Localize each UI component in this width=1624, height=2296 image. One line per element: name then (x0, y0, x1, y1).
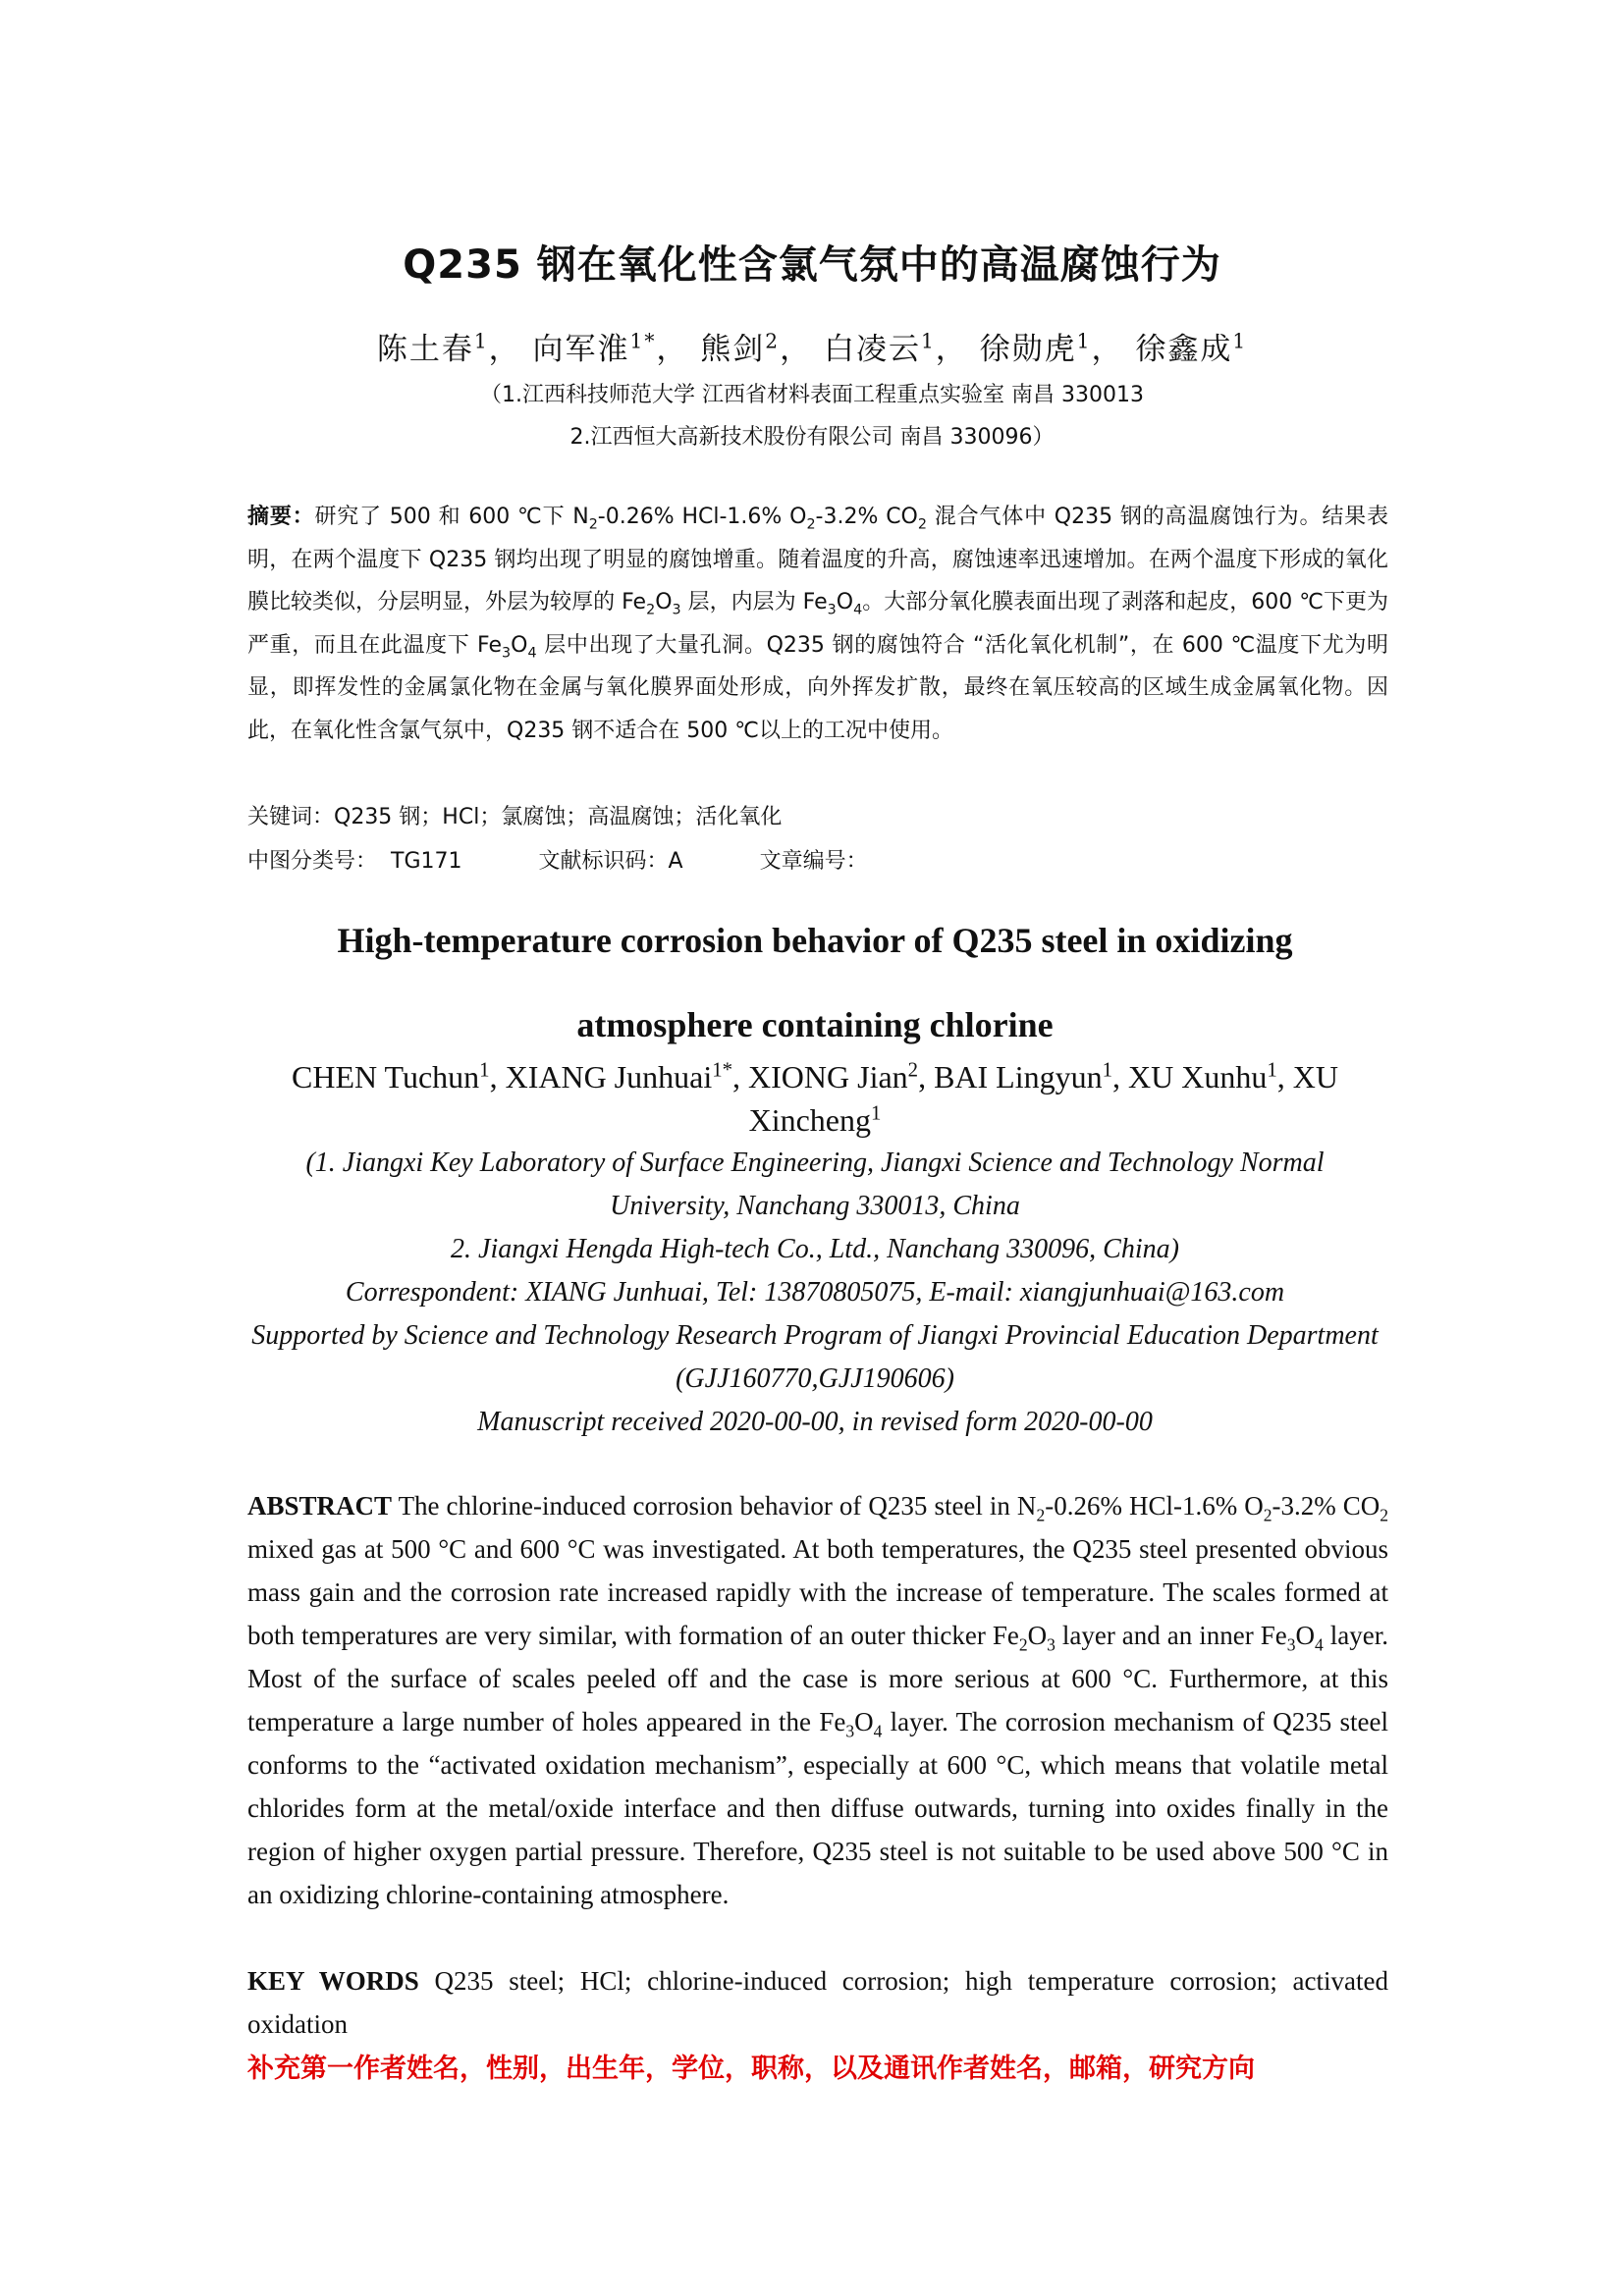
chinese-abstract (247, 496, 1388, 752)
author-name: XIANG Junhuai (505, 1059, 713, 1095)
subscript: 3 (827, 602, 837, 618)
author-mark: 1 (920, 329, 936, 353)
doc-label: 文献标识码： (538, 849, 669, 874)
author-name: 白凌云 (823, 332, 921, 367)
subscript: 2 (646, 602, 656, 618)
abstract-text: -3.2% CO (1272, 1491, 1380, 1521)
author-name: CHEN Tuchun (292, 1059, 480, 1095)
author-name: 熊剑 (700, 332, 766, 367)
chinese-classification (247, 844, 1388, 875)
correspondent-info: Correspondent: XIANG Junhuai, Tel: 13870805075, E-mail: xiangjunhuai@163.com (345, 1277, 1285, 1308)
subscript: 3 (672, 602, 681, 618)
author-mark: 1 (473, 329, 489, 353)
author-name: XU Xincheng (748, 1059, 1338, 1138)
abstract-text: 研究了 500 和 600 ℃下 N (314, 505, 589, 529)
subscript: 3 (845, 1721, 855, 1741)
keywords-text: Q235 steel; HCl; chlorine-induced corrosion; high temperature corrosion; activated oxidation (247, 1966, 1388, 2039)
author-name: 徐鑫成 (1135, 332, 1233, 367)
abstract-text: 。大部分氧化膜表面出现了剥落和起皮，600 ℃下更为严重，而且在此温度下 Fe (247, 590, 1388, 658)
editor-note: 补充第一作者姓名，性别，出生年，学位，职称，以及通讯作者姓名，邮箱，研究方向 (247, 2054, 1255, 2084)
author-name: XIONG Jian (748, 1059, 908, 1095)
funding-info: Supported by Science and Technology Research Program of Jiangxi Provincial Education Department (GJJ160770,GJJ190606) (251, 1320, 1379, 1394)
english-affiliation-1: (1. Jiangxi Key Laboratory of Surface Engineering, Jiangxi Science and Technology Normal University, Nanchang 330013, China (305, 1148, 1325, 1221)
subscript: 2 (1380, 1505, 1388, 1525)
author-mark: 2 (907, 1058, 919, 1082)
author-mark: 1 (1267, 1058, 1277, 1082)
author-mark: 1* (712, 1058, 733, 1082)
english-title-line-2: atmosphere containing chlorine (576, 1005, 1054, 1044)
subscript: 2 (806, 516, 816, 533)
subscript: 4 (1315, 1634, 1324, 1655)
author-name: 徐勋虎 (979, 332, 1077, 367)
abstract-text: -3.2% CO (815, 505, 918, 529)
author-mark: 1 (871, 1101, 882, 1125)
author-mark: 2 (765, 329, 781, 353)
article-label: 文章编号： (759, 849, 868, 874)
abstract-text: O (655, 590, 673, 614)
abstract-text: -0.26% HCl-1.6% O (597, 505, 807, 529)
abstract-text: 层中出现了大量孔洞。Q235 钢的腐蚀符合 “活化氧化机制”，在 600 ℃温度下尤为明显，即挥发性的金属氯化物在金属与氧化膜界面处形成，向外挥发扩散，最终在氧压较高的区域生成金属氧化物。因此，在氧化性含氯气氛中，Q235 钢不适合在 500 ℃以上的工况中使用。 (247, 632, 1388, 743)
abstract-text: O (1295, 1621, 1315, 1650)
class-value: TG171 (391, 849, 462, 874)
author-mark: 1* (629, 329, 657, 353)
author-mark: 1 (1102, 1058, 1113, 1082)
chinese-affiliation-1: （1.江西科技师范大学 江西省材料表面工程重点实验室 南昌 330013 (480, 383, 1144, 407)
class-label: 中图分类号： (247, 849, 378, 874)
author-mark: 1 (479, 1058, 490, 1082)
subscript: 2 (1018, 1634, 1028, 1655)
english-affiliations (245, 1142, 1384, 1444)
abstract-text: mixed gas at 500 °C and 600 °C was investigated. At both temperatures, the Q235 steel presented obvious mass gain and the corrosion rate increased rapidly with the increase of temperature. The scales formed at both temperatures are very similar, with formation of an outer thicker Fe (247, 1534, 1388, 1650)
abstract-label: 摘要： (247, 505, 315, 529)
english-authors: CHEN Tuchun$^1$, XIANG Junhuai$^{1*}$, XIONG Jian$^2$, BAI Lingyun$^1$, XU Xunhu$^1$, XU Xincheng$^1$ (292, 1058, 1338, 1138)
abstract-label: ABSTRACT (247, 1491, 393, 1521)
subscript: 4 (527, 644, 537, 661)
keywords-label: KEY WORDS (247, 1966, 419, 1996)
english-abstract (247, 1484, 1388, 1916)
chinese-title: Q235 钢在氧化性含氯气氛中的高温腐蚀行为 (403, 242, 1221, 288)
abstract-text: O (1027, 1621, 1048, 1650)
abstract-text: layer. The corrosion mechanism of Q235 steel conforms to the “activated oxidation mechanism”, especially at 600 °C, which means that volatile metal chlorides form at the metal/oxide interface and then diffuse outwards, turning into oxides finally in the region of higher oxygen partial pressure. Therefore, Q235 steel is not suitable to be used above 500 °C in an oxidizing chlorine-containing atmosphere. (247, 1707, 1388, 1909)
english-keywords (247, 1959, 1388, 2046)
author-name: BAI Lingyun (934, 1059, 1103, 1095)
abstract-text: layer. Most of the surface of scales peeled off and the case is more serious at 600 °C. Furthermore, at this temperature a large number of holes appeared in the Fe (247, 1621, 1388, 1736)
abstract-text: layer and an inner Fe (1055, 1621, 1287, 1650)
subscript: 2 (1036, 1505, 1046, 1525)
abstract-text: O (511, 632, 528, 658)
author-name: 向军淮 (532, 332, 630, 367)
author-name: XU Xunhu (1128, 1059, 1268, 1095)
author-mark: 1 (1232, 329, 1248, 353)
abstract-text: O (836, 590, 854, 614)
author-mark: 1 (1076, 329, 1092, 353)
subscript: 4 (853, 602, 863, 618)
abstract-text: O (854, 1707, 874, 1736)
abstract-text: 层，内层为 Fe (680, 590, 828, 614)
subscript: 2 (588, 516, 598, 533)
subscript: 2 (917, 516, 927, 533)
doc-value: A (668, 849, 683, 874)
author-name: 陈土春 (376, 332, 474, 367)
subscript: 3 (1286, 1634, 1296, 1655)
subscript: 3 (502, 644, 512, 661)
english-affiliation-2: 2. Jiangxi Hengda High-tech Co., Ltd., Nanchang 330096, China) (451, 1234, 1179, 1264)
subscript: 2 (1263, 1505, 1272, 1525)
english-title (245, 898, 1384, 1067)
chinese-affiliation-2: 2.江西恒大高新技术股份有限公司 南昌 330096） (569, 425, 1055, 450)
abstract-text: The chlorine-induced corrosion behavior of Q235 steel in N (392, 1491, 1037, 1521)
abstract-text: 混合气体中 Q235 钢的高温腐蚀行为。结果表明，在两个温度下 Q235 钢均出现了明显的腐蚀增重。随着温度的升高，腐蚀速率迅速增加。在两个温度下形成的氧化膜比较类似，分层明显，外层为较厚的 Fe (247, 505, 1388, 614)
english-title-line-1: High-temperature corrosion behavior of Q235 steel in oxidizing (337, 921, 1293, 960)
chinese-authors: 陈土春$^1$， 向军淮$^{1*}$， 熊剑$^2$， 白凌云$^1$， 徐勋虎$^1$， 徐鑫成$^1$ (376, 329, 1248, 367)
abstract-text: -0.26% HCl-1.6% O (1045, 1491, 1264, 1521)
subscript: 4 (873, 1721, 883, 1741)
subscript: 3 (1047, 1634, 1056, 1655)
chinese-keywords: 关键词：Q235 钢；HCl；氯腐蚀；高温腐蚀；活化氧化 (247, 805, 783, 829)
manuscript-dates: Manuscript received 2020-00-00, in revised form 2020-00-00 (477, 1407, 1153, 1437)
